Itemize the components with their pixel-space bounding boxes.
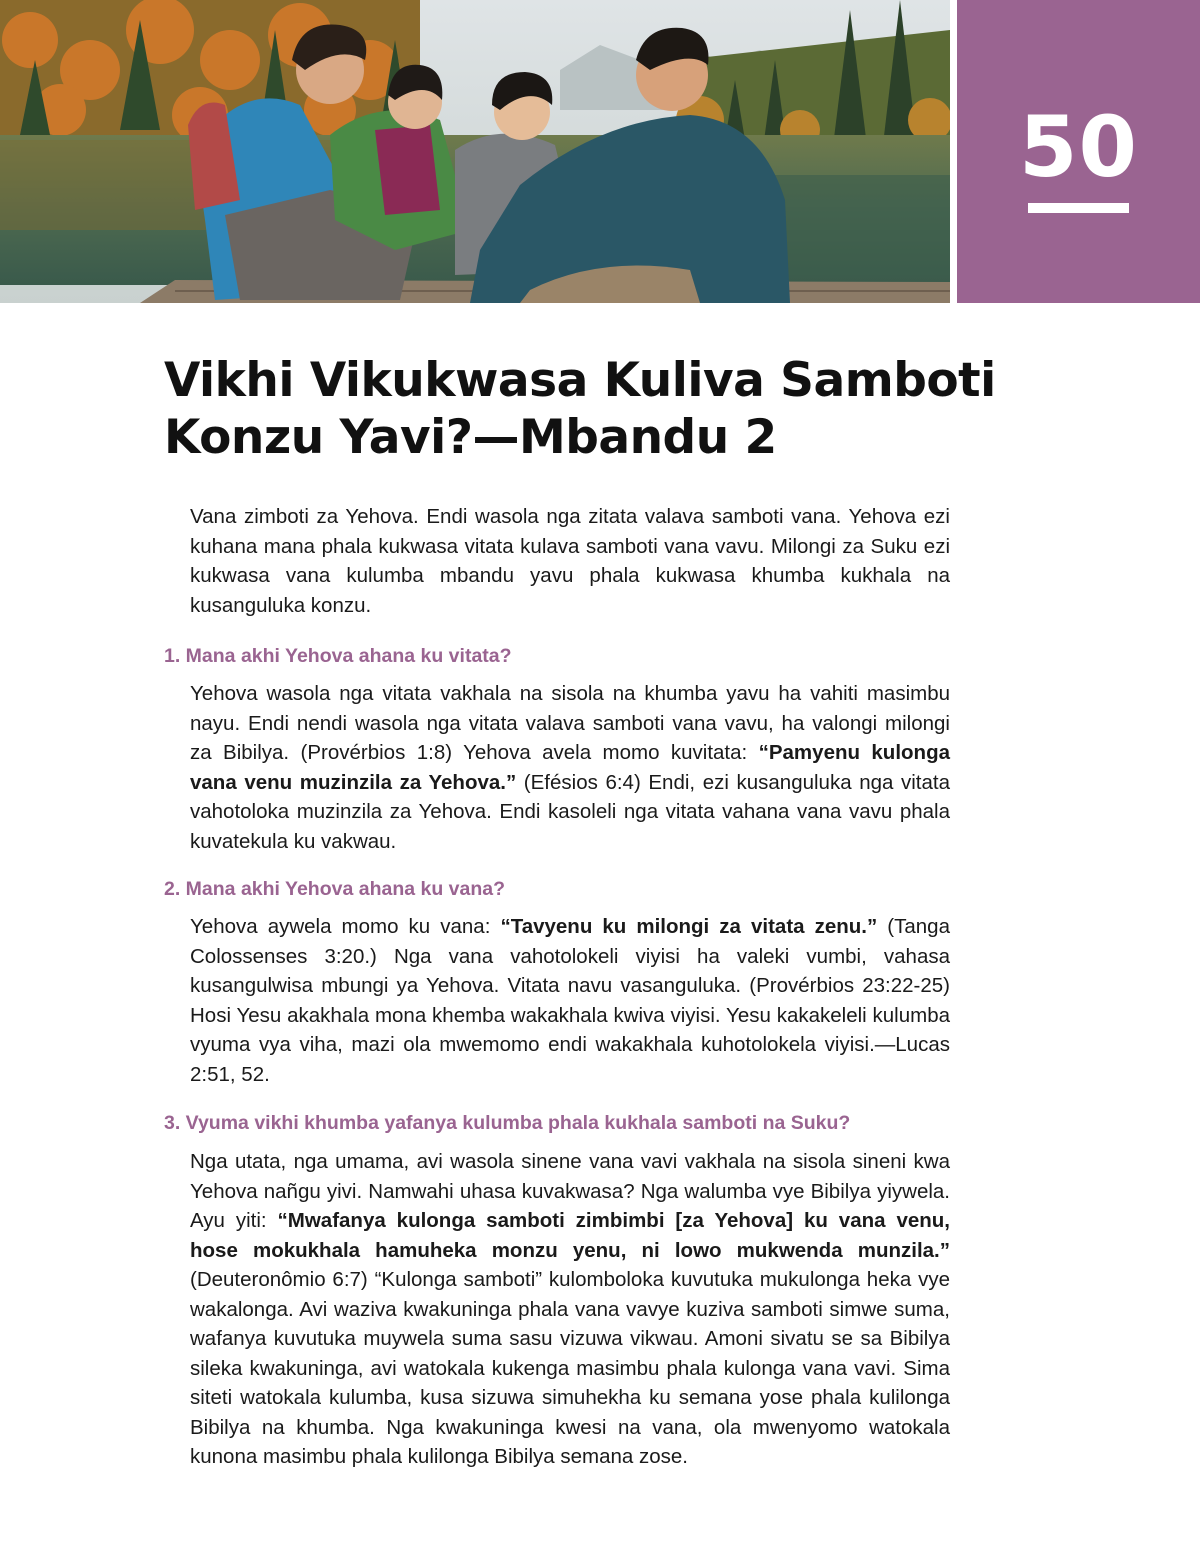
answer-3-text-b: (Deuteronômio 6:7) “Kulonga samboti” kulomboloka kuvutuka mukulonga heka vye wakalonga. Avi waziva kwakuninga phala vana vavye kuziva samboti simwe suma, wafanya kuvutuka muywela suma sasu vizuwa vikwau. Amoni sivatu se sa Bibilya sileka kwakuninga, avi watokala kukenga masimbu phala kulonga vana vavi. Sima siteti watokala kulumba, kusa sizuwa simuhekha ku semana yose phala kulilonga Bibilya na khumba. Nga kwakuninga kwesi na vana, ola mwenyomo watokala kunona masimbu phala kulilonga Bibilya semana zose.	[190, 1268, 950, 1468]
answer-2-quote: “Tavyenu ku milongi za vitata zenu.”	[500, 915, 878, 938]
hero-photo	[0, 0, 950, 303]
page-title-line1: Vikhi Vikukwasa Kuliva Samboti	[164, 353, 996, 408]
answer-1-quote: “Pamyenu kulonga vana venu muzinzila za Yehova.”	[190, 741, 950, 794]
answer-3-quote: “Mwafanya kulonga samboti zimbimbi [za Yehova] ku vana venu, hose mokukhala hamuheka monzu yenu, ni lowo mukwenda munzila.”	[190, 1209, 950, 1262]
lesson-number-panel	[957, 0, 1200, 303]
answer-1-text-a: Yehova wasola nga vitata vakhala na sisola na khumba yavu ha vahiti masimbu nayu. Endi nendi wasola nga vitata valava samboti vana vavu, ha valongi milongi za Bibilya. (Provérbios 1:8) Yehova avela momo kuvitata:	[190, 682, 950, 764]
answer-3-text-a: Nga utata, nga umama, avi wasola sinene vana vavi vakhala na sisola sineni kwa Yehova nañgu yivi. Namwahi uhasa kuvakwasa? Nga walumba vye Bibilya yiywela. Ayu yiti:	[190, 1150, 950, 1232]
answer-1	[190, 679, 950, 856]
intro-paragraph: Vana zimboti za Yehova. Endi wasola nga zitata valava samboti vana. Yehova ezi kuhana mana phala kukwasa vitata kulava samboti vana vavu. Milongi za Suku ezi kukwasa vana kulumba mbandu yavu phala kukwasa khumba kukhala na kusanguluka konzu.	[190, 505, 950, 617]
answer-3	[190, 1147, 950, 1472]
answer-2-text-b: (Tanga Colossenses 3:20.) Nga vana vahotolokeli viyisi ha valeki vumbi, vahasa kusangulwisa mbungi ya Yehova. Vitata navu vasanguluka. (Provérbios 23:22-25) Hosi Yesu akakhala mona khemba wakakhala kwiva viyisi. Yesu kakakeleli kulumba vyuma vya viha, mazi ola mwemomo endi wakakhala kuhotolokela viyisi.—Lucas 2:51, 52.	[190, 915, 950, 1086]
answer-1-text-b: (Efésios 6:4) Endi, ezi kusanguluka nga vitata vahotoloka muzinzila za Yehova. Endi kasoleli nga vitata vahana vana vavu phala kuvatekula ku vakwau.	[190, 770, 950, 853]
page-title-line2: Konzu Yavi?—Mbandu 2	[164, 410, 777, 465]
question-1: 1. Mana akhi Yehova ahana ku vitata?	[164, 645, 512, 667]
lesson-number-underline	[1028, 203, 1129, 213]
question-2: 2. Mana akhi Yehova ahana ku vana?	[164, 878, 506, 900]
question-3: 3. Vyuma vikhi khumba yafanya kulumba phala kukhala samboti na Suku?	[164, 1112, 851, 1134]
lesson-number: 50	[1019, 98, 1138, 196]
page-title	[164, 352, 1024, 466]
answer-2-text-a: Yehova aywela momo ku vana:	[190, 915, 501, 938]
answer-2	[190, 912, 950, 1089]
